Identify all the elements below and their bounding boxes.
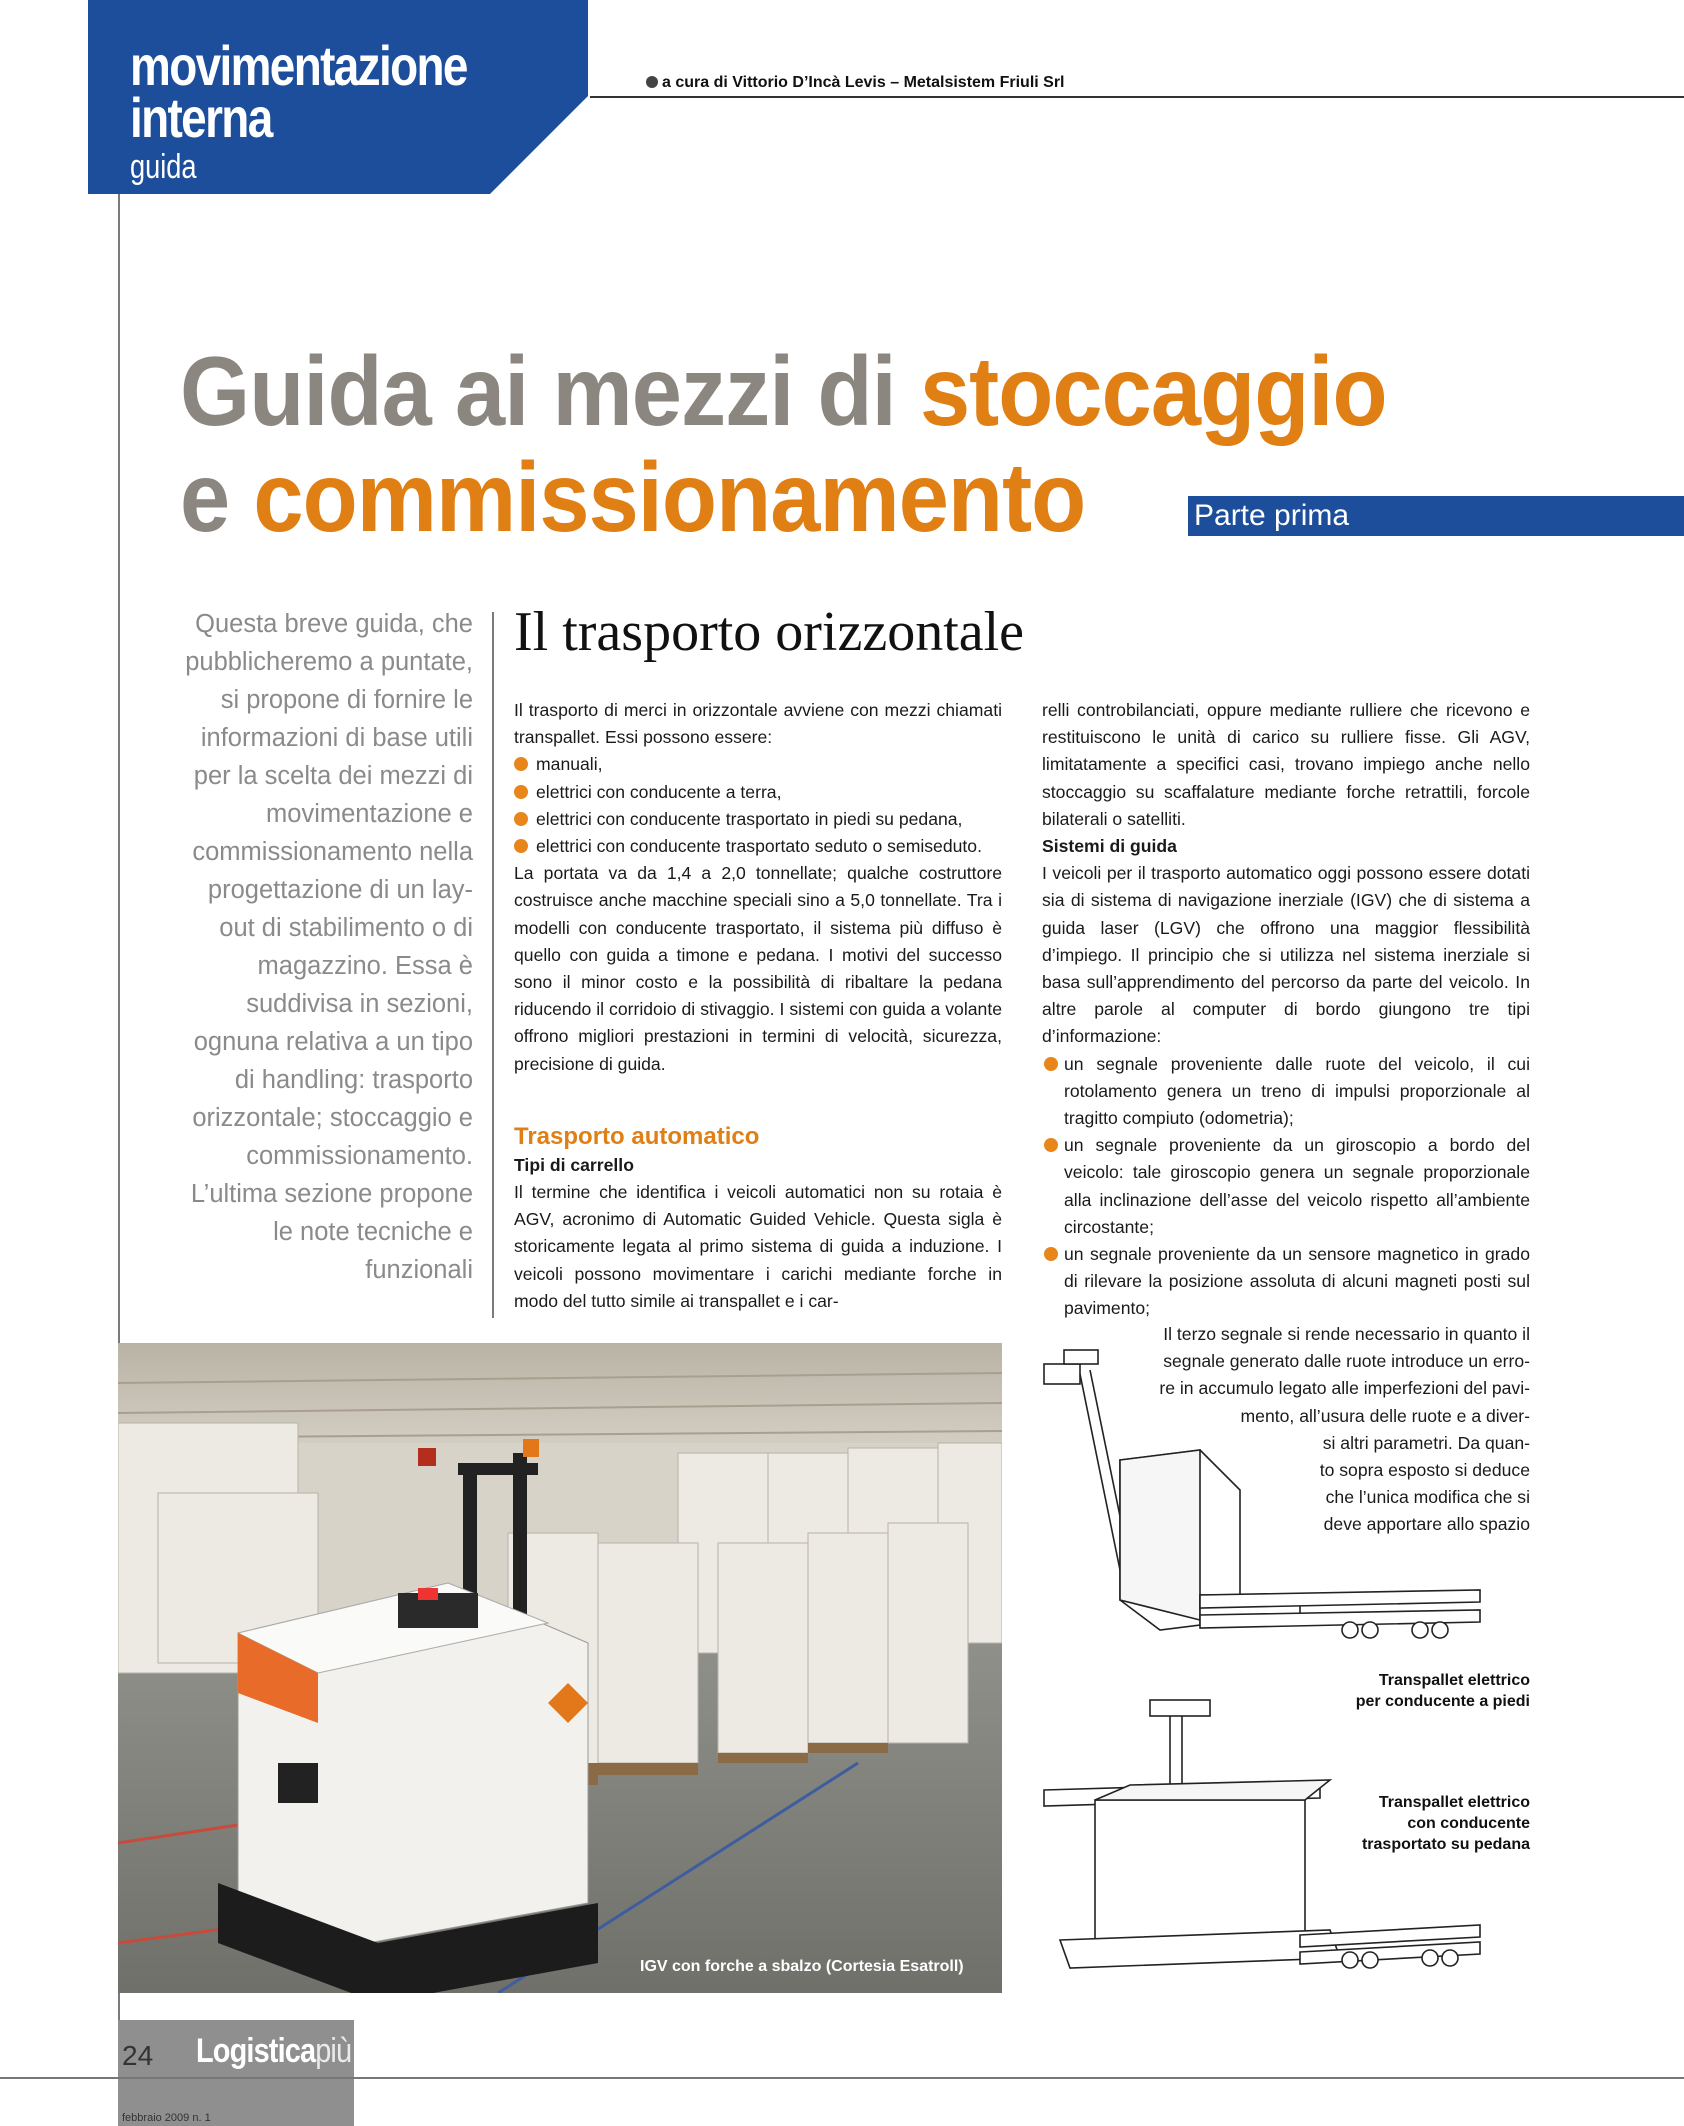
- photo-caption: IGV con forche a sbalzo (Cortesia Esatroll): [640, 1958, 964, 1975]
- issue-date: febbraio 2009 n. 1: [122, 2112, 211, 2124]
- wrap-line: mento, all’usura delle ruote e a diver-: [1240, 1405, 1530, 1426]
- column-2: [1042, 697, 1530, 1323]
- headline-part2: stoccaggio: [919, 336, 1387, 446]
- col2-paragraph-2: I veicoli per il trasporto automatico oggi possono essere dotati sia di sistema di navigazione inerziale (IGV) che di sistema a guida laser (LGV) che offrono una maggior flessibilità d’impiego. Il principio che si utilizza nel sistema inerziale si basa sull’apprendimento del percorso da parte del veicolo. In altre parole al computer di bordo giungono tre tipi d’informazione:: [1042, 863, 1530, 1047]
- headline-part4: commissionamento: [253, 442, 1086, 552]
- bullet-icon: [514, 812, 528, 826]
- intro-text: Questa breve guida, che pubblicheremo a puntate, si propone di fornire le informazioni di base utili per la scelta dei mezzi di movimentazione e commissionamento nella progettazione di un lay-out di stabilimento o di magazzino. Essa è suddivisa in sezioni, ognuna relativa a un tipo di handling: trasporto orizzontale; stoccaggio e commissionamento. L’ultima sezione propone le note tecniche e funzionali: [185, 610, 473, 1284]
- wrap-line: Il terzo segnale si rende necessario in quanto il: [1163, 1324, 1530, 1344]
- section-subtitle: guida: [130, 148, 197, 186]
- section-heading: Il trasporto orizzontale: [514, 601, 1025, 663]
- wrap-line: deve apportare allo spazio: [1323, 1514, 1530, 1535]
- agv-photo: [118, 1343, 1002, 1993]
- wrap-line: segnale generato dalle ruote introduce un erro-: [1163, 1351, 1530, 1372]
- headline-part1: Guida ai mezzi di: [180, 336, 920, 446]
- bullet-icon: [646, 76, 658, 88]
- col1-paragraph-1: Il trasporto di merci in orizzontale avviene con mezzi chiamati transpallet. Essi possono essere:: [514, 700, 1002, 748]
- byline: [646, 74, 1065, 92]
- list-item: elettrici con conducente a terra,: [514, 779, 1002, 806]
- page-number: 24: [122, 2040, 154, 2071]
- col1-paragraph-2: La portata va da 1,4 a 2,0 tonnellate; qualche costruttore costruisce anche macchine speciali sino a 5,0 tonnellate. Tra i modelli con conducente trasportato, il sistema più diffuso è quello con guida a timone e pedana. I motivi del successo sono il minor costo e la possibilità di ribaltare la pedana riducendo il corridoio di stivaggio. I sistemi con guida a volante offrono migliori prestazioni in termini di velocità, sicurezza, precisione di guida.: [514, 863, 1002, 1074]
- bullet-icon: [1044, 1138, 1058, 1152]
- col2-paragraph-1: relli controbilanciati, oppure mediante rulliere che ricevono e restituiscono le unità di carico su rulliere fisse. Gli AGV, limitatamente a specifici casi, trovano impiego anche nello stoccaggio su scaffalature mediante forche retrattili, forcole bilaterali o satelliti.: [1042, 700, 1530, 829]
- intro-rule: [492, 612, 494, 1318]
- bullet-icon: [514, 757, 528, 771]
- wrap-line: si altri parametri. Da quan-: [1322, 1432, 1530, 1453]
- part-tag: Parte prima: [1188, 496, 1684, 536]
- section-title-line2: interna: [130, 86, 272, 149]
- diagram2-caption: Transpallet elettrico con conducente trasportato su pedana: [1361, 1794, 1530, 1853]
- bullet-icon: [514, 785, 528, 799]
- wrap-line: che l’unica modifica che si: [1325, 1487, 1530, 1508]
- subheading-sistemi-di-guida: Sistemi di guida: [1042, 836, 1177, 857]
- subheading-trasporto-automatico: Trasporto automatico: [514, 1122, 760, 1150]
- list-item: un segnale proveniente da un sensore magnetico in grado di rilevare la posizione assoluta di alcuni magneti posti sul pavimento;: [1042, 1241, 1530, 1323]
- headline-part3: e: [180, 442, 254, 552]
- wrap-line: to sopra esposto si deduce: [1319, 1460, 1530, 1481]
- column-1: [514, 697, 1002, 1315]
- header-rule: [590, 96, 1684, 98]
- magazine-logo: Logisticapiù: [196, 2032, 352, 2070]
- list-item: elettrici con conducente trasportato seduto o semiseduto.: [514, 833, 1002, 860]
- list-item: un segnale proveniente dalle ruote del veicolo, il cui rotolamento genera un treno di impulsi proporzionale al tragitto compiuto (odometria);: [1042, 1051, 1530, 1133]
- bullet-icon: [1044, 1247, 1058, 1261]
- pallet-truck-pedestrian-diagram: [1040, 1340, 1490, 1670]
- bullet-icon: [514, 839, 528, 853]
- list-item: un segnale proveniente da un giroscopio a bordo del veicolo: tale giroscopio genera un segnale proporzionale alla inclinazione dell’asse del veicolo rispetto all’ambiente circostante;: [1042, 1132, 1530, 1241]
- diagram1-caption: Transpallet elettrico per conducente a piedi: [1355, 1672, 1530, 1710]
- list-item: elettrici con conducente trasportato in piedi su pedana,: [514, 806, 1002, 833]
- footer-rule: [0, 2077, 1684, 2079]
- subheading-tipi-di-carrello: Tipi di carrello: [514, 1154, 634, 1175]
- section-title-line1: movimentazione: [130, 34, 467, 97]
- wrap-line: re in accumulo legato alle imperfezioni del pavi-: [1159, 1378, 1530, 1399]
- bullet-icon: [1044, 1057, 1058, 1071]
- list-item: manuali,: [514, 751, 1002, 778]
- section-tab: [88, 0, 588, 194]
- byline-text: a cura di Vittorio D’Incà Levis – Metalsistem Friuli Srl: [662, 74, 1065, 91]
- col1-paragraph-3: Il termine che identifica i veicoli automatici non su rotaia è AGV, acronimo di Automatic Guided Vehicle. Questa sigla è storicamente legata al primo sistema di guida a induzione. I veicoli possono movimentare i carichi mediante forche in modo del tutto simile ai transpallet e i car-: [514, 1182, 1002, 1311]
